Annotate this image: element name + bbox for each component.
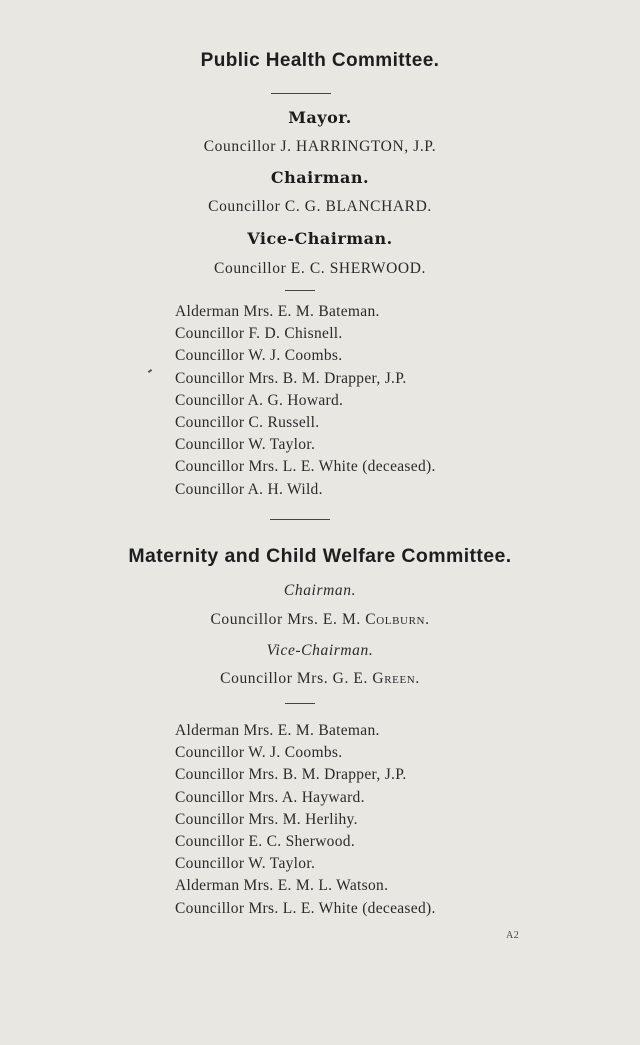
divider — [285, 703, 315, 704]
list-item: Councillor W. Taylor. — [175, 436, 316, 454]
list-item: Councillor E. C. Sherwood. — [175, 832, 356, 850]
committee-title-public-health: Public Health Committee. — [200, 50, 440, 71]
list-item: Councillor C. Russell. — [175, 413, 320, 431]
list-item: Councillor W. Taylor. — [175, 855, 316, 873]
list-item: Councillor Mrs. A. Hayward. — [175, 788, 365, 806]
vice-chairman-name-text: Councillor Mrs. G. E. Green. — [220, 670, 420, 687]
list-item: Councillor Mrs. B. M. Drapper, J.P. — [175, 766, 407, 784]
chairman-name — [0, 611, 640, 629]
committee-title-maternity: Maternity and Child Welfare Committee. — [128, 545, 512, 567]
chairman-label: Chairman. — [283, 582, 357, 599]
page-signature: A2 — [506, 930, 520, 941]
member-list-public-health — [175, 301, 436, 501]
vice-chairman-name: Councillor E. C. SHERWOOD. — [214, 260, 426, 277]
list-item: Councillor Mrs. M. Herlihy. — [175, 810, 358, 828]
divider — [270, 519, 330, 520]
list-item: Councillor F. D. Chisnell. — [175, 325, 343, 343]
vice-chairman-label: Vice-Chairman. — [266, 642, 374, 659]
vice-chairman-name — [0, 670, 640, 688]
vice-chairman-label: Vice-Chairman. — [247, 229, 393, 248]
list-item: Alderman Mrs. E. M. Bateman. — [175, 722, 380, 739]
list-item: Councillor Mrs. B. M. Drapper, J.P. — [175, 369, 407, 387]
surname: Colburn — [365, 611, 426, 628]
chairman-name: Councillor C. G. BLANCHARD. — [208, 198, 432, 215]
list-item: Councillor Mrs. L. E. White (deceased). — [175, 899, 436, 917]
member-list-maternity — [175, 720, 436, 920]
surname: Green — [372, 670, 416, 687]
chairman-name-text: Councillor Mrs. E. M. Colburn. — [210, 611, 430, 628]
list-item: Alderman Mrs. E. M. L. Watson. — [175, 877, 389, 895]
list-item: Councillor W. J. Coombs. — [175, 347, 343, 365]
ink-speck — [148, 369, 152, 373]
list-item: Councillor A. G. Howard. — [175, 391, 344, 409]
list-item: Councillor W. J. Coombs. — [175, 744, 343, 762]
divider — [285, 290, 315, 291]
list-item: Councillor A. H. Wild. — [175, 480, 323, 498]
list-item: Alderman Mrs. E. M. Bateman. — [175, 303, 380, 320]
divider — [271, 93, 331, 94]
chairman-label: Chairman. — [270, 168, 370, 187]
list-item: Councillor Mrs. L. E. White (deceased). — [175, 458, 436, 476]
mayor-name: Councillor J. HARRINGTON, J.P. — [203, 138, 437, 155]
mayor-label: Mayor. — [288, 108, 352, 127]
